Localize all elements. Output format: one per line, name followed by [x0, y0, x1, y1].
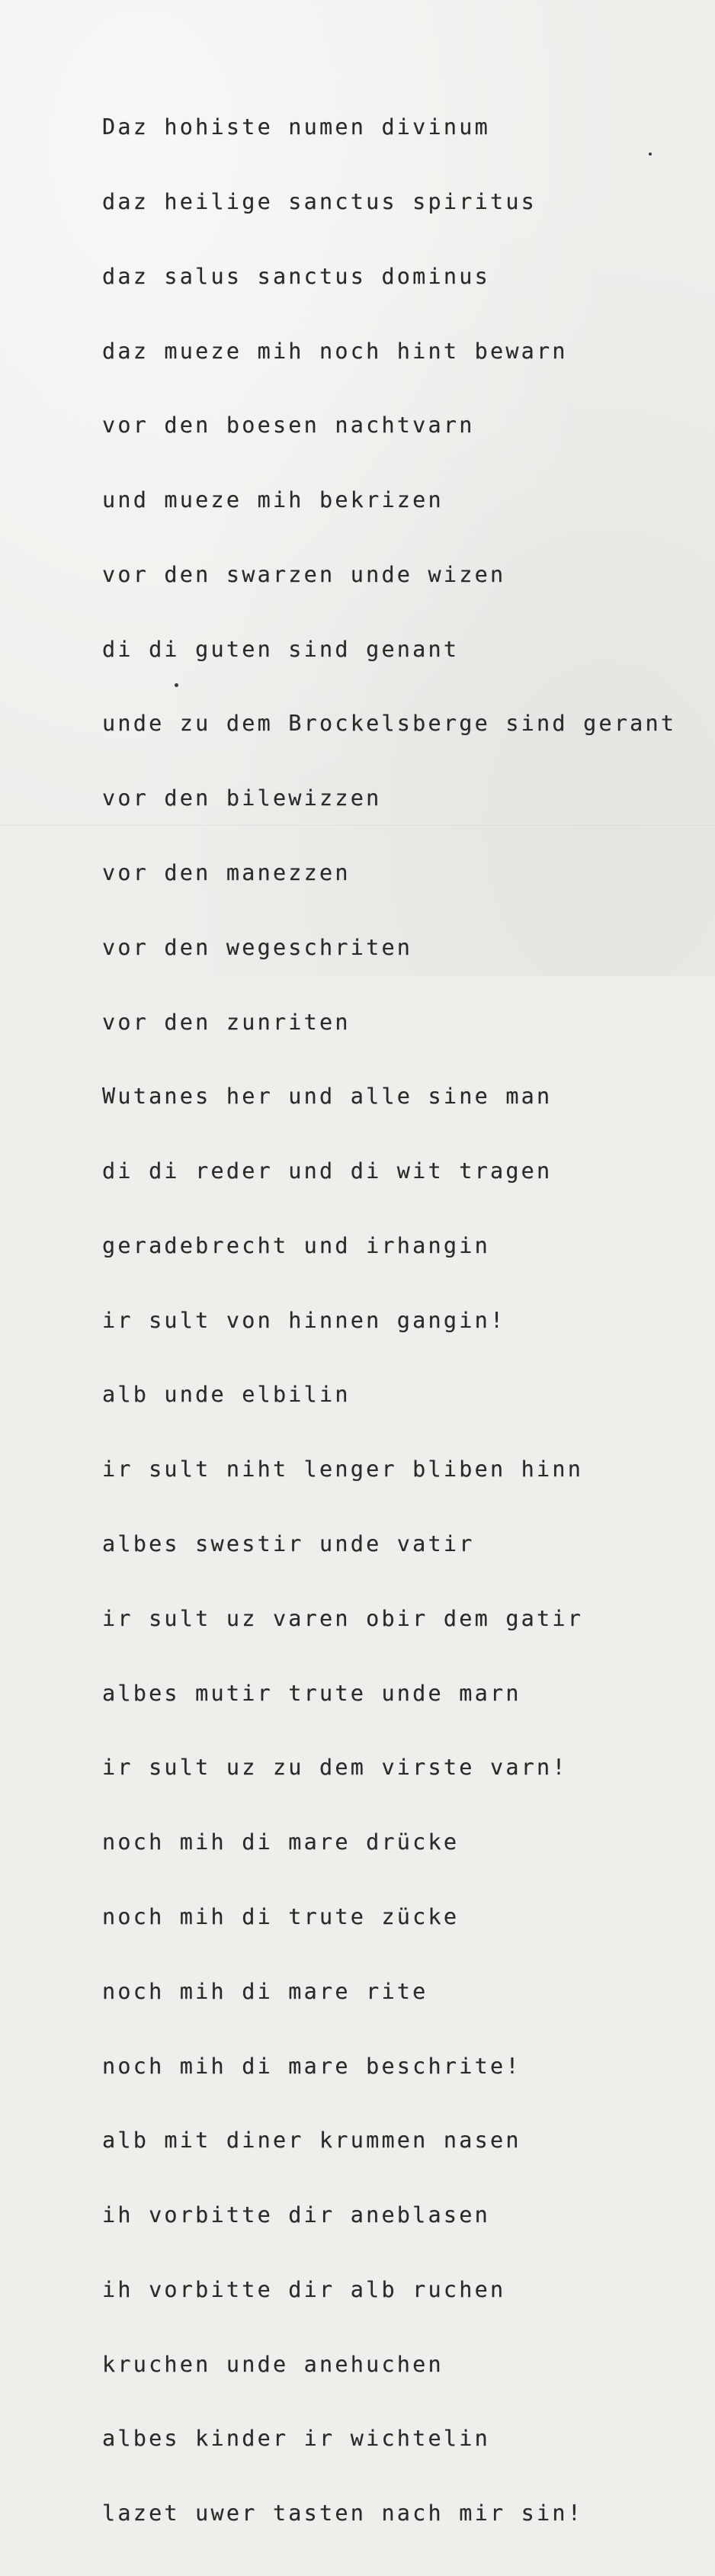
poem-line: vor den boesen nachtvarn	[102, 413, 475, 438]
poem-line: daz heilige sanctus spiritus	[102, 188, 537, 214]
poem-line: vor den zunriten	[102, 1009, 351, 1035]
poem-line: ih vorbitte dir alb ruchen	[102, 2276, 506, 2302]
poem-line: Daz hohiste numen divinum	[102, 114, 490, 140]
poem-line: kruchen unde anehuchen	[102, 2351, 444, 2377]
poem-line: di di guten sind genant	[102, 636, 460, 662]
poem-line: Wutanes her und alle sine man	[102, 1084, 553, 1110]
poem-line: noch mih di trute zücke	[102, 1903, 460, 1929]
poem-line: alb unde elbilin	[102, 1382, 351, 1408]
poem-line: ir sult von hinnen gangin!	[102, 1307, 506, 1333]
poem-line: vor den bilewizzen	[102, 785, 382, 811]
poem-line: noch mih di mare rite	[102, 1978, 428, 2004]
poem-line: daz mueze mih noch hint bewarn	[102, 338, 568, 364]
typewritten-poem	[102, 66, 676, 2576]
poem-line: daz salus sanctus dominus	[102, 263, 490, 289]
poem-line: noch mih di mare beschrite!	[102, 2053, 521, 2079]
poem-line: lazet uwer tasten nach mir sin!	[102, 2501, 584, 2526]
poem-line: vor den manezzen	[102, 860, 351, 885]
poem-line: albes mutir trute unde marn	[102, 1680, 521, 1706]
poem-line: ir sult niht lenger bliben hinn	[102, 1457, 584, 1482]
poem-line: und mueze mih bekrizen	[102, 487, 444, 513]
poem-line: ir sult uz varen obir dem gatir	[102, 1605, 584, 1631]
poem-line: unde zu dem Brockelsberge sind gerant	[102, 711, 677, 737]
poem-line: noch mih di mare drücke	[102, 1829, 460, 1855]
poem-line: di di reder und di wit tragen	[102, 1158, 553, 1184]
poem-line: alb mit diner krummen nasen	[102, 2128, 521, 2154]
poem-line: albes kinder ir wichtelin	[102, 2426, 490, 2452]
poem-line: albes swestir unde vatir	[102, 1531, 475, 1557]
poem-line: ih vorbitte dir aneblasen	[102, 2202, 490, 2228]
poem-line: vor den swarzen unde wizen	[102, 561, 506, 587]
poem-line: vor den wegeschriten	[102, 934, 413, 960]
poem-line: ir sult uz zu dem virste varn!	[102, 1755, 568, 1781]
poem-line: geradebrecht und irhangin	[102, 1232, 490, 1258]
